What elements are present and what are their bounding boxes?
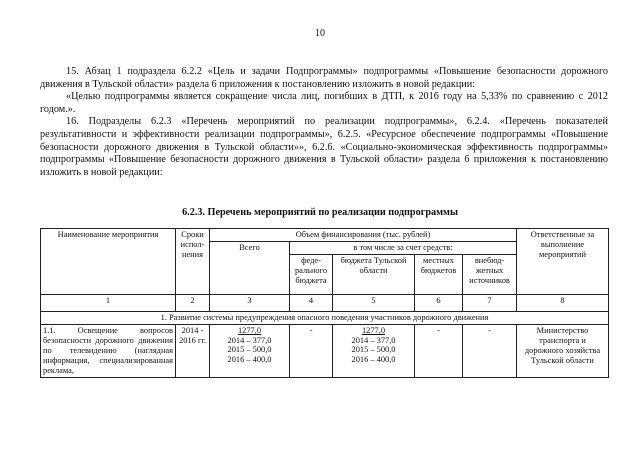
page-number: 10 (315, 28, 325, 39)
paragraph-15: 15. Абзац 1 подраздела 6.2.2 «Цель и задачи Подпрограммы» подпрограммы «Повышение безопасности дорожного движения в Тульской области» раздела 6 приложения к постановлению изложить в новой редакции: (40, 66, 608, 90)
column-number: 1 (41, 295, 176, 312)
header-including: в том числе за счет средств: (290, 242, 517, 255)
total-2015: 2015 – 500,0 (227, 345, 272, 354)
regional-sum: 1277,0 (361, 326, 386, 335)
section-row-title: 1. Развитие системы предупреждения опасного поведения участников дорожного движения (41, 312, 609, 325)
regional-2016: 2016 – 400,0 (351, 354, 396, 364)
header-total: Всего (210, 242, 290, 295)
regional-2015: 2015 – 500,0 (351, 345, 396, 354)
header-row-1 (41, 229, 609, 242)
header-federal: феде-рального бюджета (290, 255, 333, 295)
column-number-row (41, 295, 609, 312)
header-extra: внебюд-жетных источников (463, 255, 517, 295)
paragraph-16: 16. Подразделы 6.2.3 «Перечень мероприятий по реализации подпрограммы», 6.2.4. «Перечень показателей результативности и эффективности реализации подпрограммы», 6.2.5. «Ресурсное обеспечение подпрограммы «Повышение безопасности дорожного движения в Тульской области»», 6.2.6. «Социально-экономическая эффективность подпрограммы» подпрограммы «Повышение безопасности дорожного движения в Тульской области» раздела 6 приложения к постановлению изложить в новой редакции: (40, 116, 608, 178)
column-number: 6 (415, 295, 463, 312)
responsible-cell: Министерство транспорта и дорожного хозяйства Тульской области (517, 325, 609, 378)
table-row (41, 325, 609, 378)
body-text (40, 66, 608, 179)
column-number: 3 (210, 295, 290, 312)
column-number: 5 (333, 295, 415, 312)
section-title: 6.2.3. Перечень мероприятий по реализации подпрограммы (182, 207, 458, 218)
total-sum: 1277,0 (237, 326, 262, 335)
total-cell (210, 325, 290, 378)
header-regional: бюджета Тульской области (333, 255, 415, 295)
federal-cell: - (290, 325, 333, 378)
measure-name: 1.1. Освещение вопросов безопасности дорожного движения по телевидению (наглядная информация, специализированная реклама, (41, 325, 176, 378)
column-number: 2 (176, 295, 210, 312)
regional-2014: 2014 – 377,0 (351, 335, 396, 345)
regional-cell (333, 325, 415, 378)
measure-term: 2014 - 2016 гг. (176, 325, 210, 378)
section-row (41, 312, 609, 325)
header-responsible: Ответственные за выполнение мероприятий (517, 229, 609, 295)
header-local: местных бюджетов (415, 255, 463, 295)
header-name: Наименование мероприятия (41, 229, 176, 295)
column-number: 8 (517, 295, 609, 312)
paragraph-quote: «Целью подпрограммы является сокращение числа лиц, погибших в ДТП, к 2016 году на 5,33% по сравнению с 2012 годом.». (40, 91, 608, 115)
measures-table (40, 228, 609, 378)
column-number: 7 (463, 295, 517, 312)
total-2014: 2014 – 377,0 (227, 335, 272, 345)
total-2016: 2016 – 400,0 (227, 354, 272, 364)
header-financing: Объем финансирования (тыс. рублей) (210, 229, 517, 242)
header-terms: Сроки испол-нения (176, 229, 210, 295)
extra-cell: - (463, 325, 517, 378)
column-number: 4 (290, 295, 333, 312)
local-cell: - (415, 325, 463, 378)
